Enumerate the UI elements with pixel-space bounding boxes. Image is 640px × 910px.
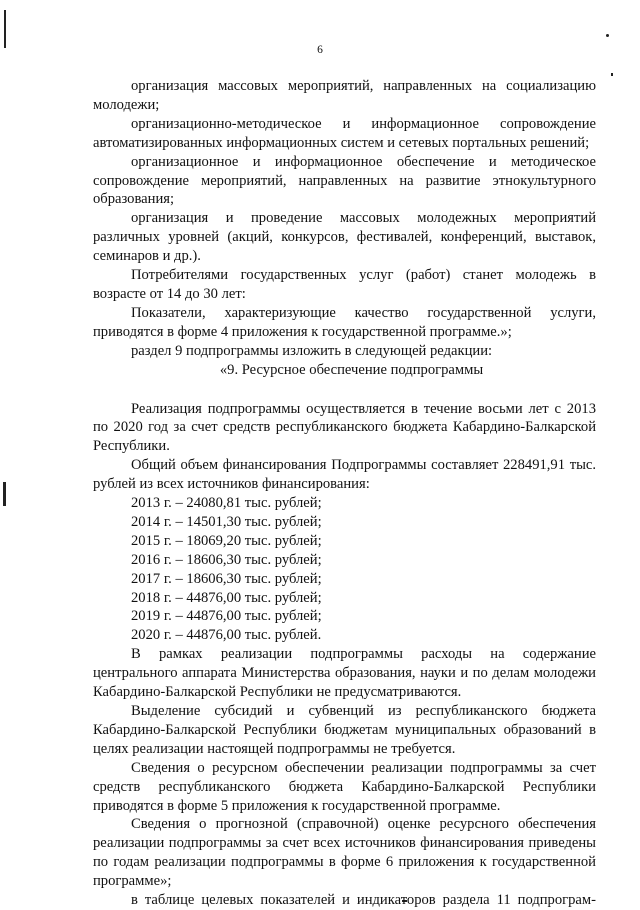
funding-intro: Реализация подпрограммы осуществляется в течение восьми лет с 2013 по 2020 год за счет средств республиканского бюджета Кабардино-Балкарской Республики. bbox=[93, 400, 596, 455]
scan-artifact bbox=[4, 10, 6, 48]
paragraph: Показатели, характеризующие качество государственной услуги, приводятся в форме 4 приложения к государственной программе.»; bbox=[93, 304, 596, 340]
scan-artifact bbox=[606, 34, 609, 37]
scan-artifact bbox=[611, 73, 613, 76]
list-item: 2017 г. – 18606,30 тыс. рублей; bbox=[131, 570, 322, 587]
list-item: 2018 г. – 44876,00 тыс. рублей; bbox=[131, 589, 322, 606]
list-item: 2014 г. – 14501,30 тыс. рублей; bbox=[131, 513, 322, 530]
paragraph: Сведения о прогнозной (справочной) оценке ресурсного обеспечения реализации подпрограммы за счет всех источников финансирования приведены по годам реализации подпрограммы в форме 6 приложения к государственной программе»; bbox=[93, 816, 596, 890]
scan-artifact bbox=[3, 482, 6, 506]
paragraph: организация массовых мероприятий, направленных на социализацию молодежи; bbox=[93, 78, 596, 113]
list-item: 2019 г. – 44876,00 тыс. рублей; bbox=[131, 608, 322, 625]
list-item: 2016 г. – 18606,30 тыс. рублей; bbox=[131, 551, 322, 568]
paragraph: Выделение субсидий и субвенций из республиканского бюджета Кабардино-Балкарской Республики бюджетам муниципальных образований в целях реализации настоящей подпрограммы не требуется. bbox=[93, 703, 596, 757]
section-heading: «9. Ресурсное обеспечение подпрограммы bbox=[219, 361, 484, 378]
yearly-funding-list bbox=[93, 494, 596, 645]
list-item: 2020 г. – 44876,00 тыс. рублей. bbox=[131, 627, 322, 644]
document-body bbox=[93, 77, 596, 910]
paragraph: Сведения о ресурсном обеспечении реализации подпрограммы за счет средств республиканского бюджета Кабардино-Балкарской Республики приводятся в форме 5 приложения к государственной программе. bbox=[93, 759, 596, 814]
list-item: 2015 г. – 18069,20 тыс. рублей; bbox=[131, 532, 322, 549]
funding-total: Общий объем финансирования Подпрограммы составляет 228491,91 тыс. рублей из всех источников финансирования: bbox=[93, 457, 596, 493]
paragraph: раздел 9 подпрограммы изложить в следующей редакции: bbox=[131, 342, 493, 359]
paragraph: В рамках реализации подпрограммы расходы на содержание центрального аппарата Министерства образования, науки и по делам молодежи Кабардино-Балкарской Республики не предусматриваются. bbox=[93, 646, 596, 701]
paragraph: организационное и информационное обеспечение и методическое сопровождение мероприятий, направленных на развитие этнокультурного образования; bbox=[93, 153, 596, 208]
paragraph: Потребителями государственных услуг (работ) станет молодежь в возрасте от 14 до 30 лет: bbox=[93, 267, 596, 302]
paragraph: в таблице целевых показателей и индикаторов раздела 11 подпрограм- bbox=[131, 892, 596, 909]
page-number: 6 bbox=[317, 44, 323, 56]
paragraph: организационно-методическое и информационное сопровождение автоматизированных информационных систем и сетевых портальных решений; bbox=[93, 115, 596, 151]
list-item: 2013 г. – 24080,81 тыс. рублей; bbox=[131, 495, 322, 512]
paragraph: организация и проведение массовых молодежных мероприятий различных уровней (акций, конкурсов, фестивалей, конференций, выставок, семинаров и др.). bbox=[93, 210, 596, 265]
